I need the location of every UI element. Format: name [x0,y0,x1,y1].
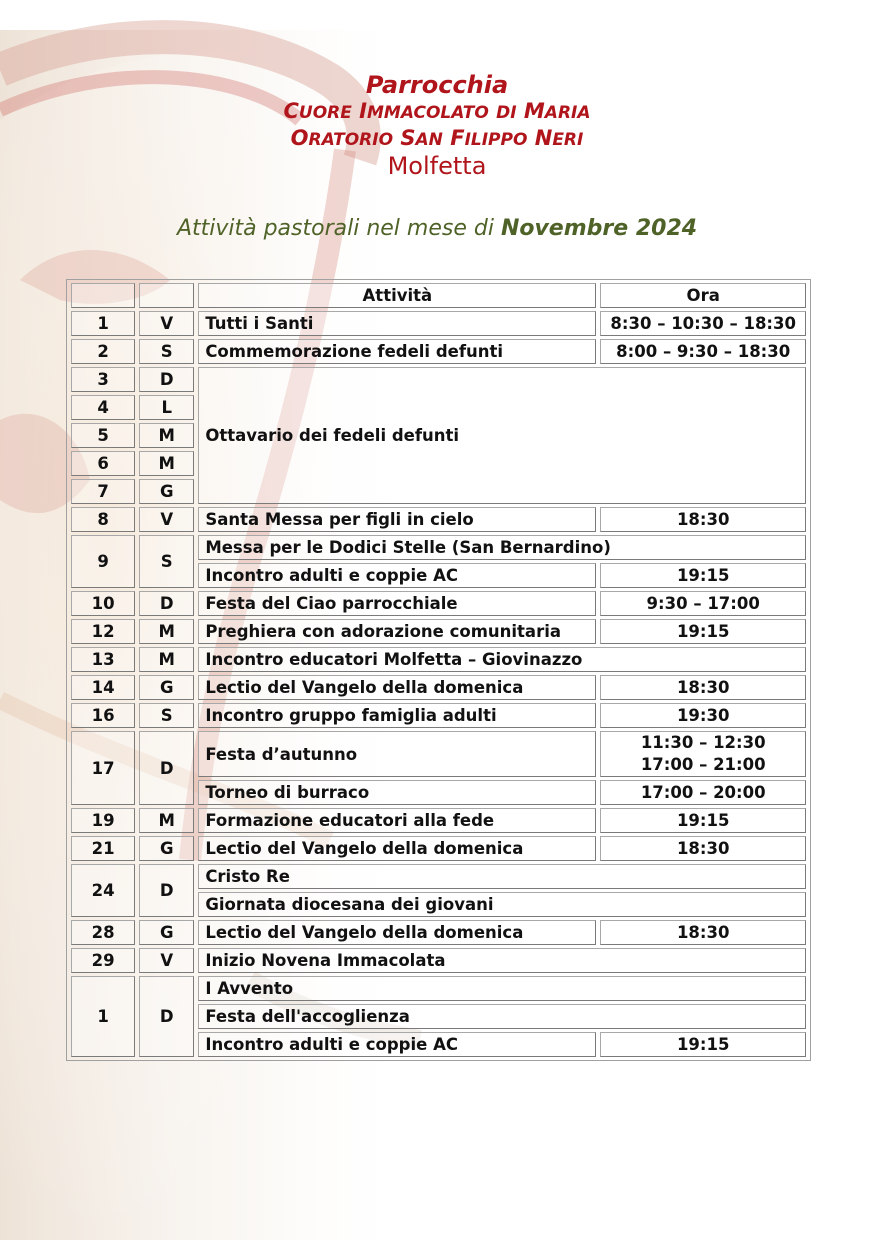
header-time: Ora [600,283,806,308]
activity-cell: Festa dell'accoglienza [198,1004,806,1029]
table-row [71,836,806,861]
day-of-week: V [139,311,194,336]
parish-name: CUORE IMMACOLATO DI MARIA [283,99,591,123]
time-cell: 18:30 [600,920,806,945]
day-number: 5 [71,423,135,448]
subtitle-month: Novembre 2024 [500,216,698,241]
activity-cell: Formazione educatori alla fede [198,808,596,833]
table-row [71,731,806,777]
activity-cell: Lectio del Vangelo della domenica [198,920,596,945]
table-row [71,367,806,392]
day-of-week: G [139,836,194,861]
day-of-week: D [139,591,194,616]
day-of-week: S [139,535,194,588]
time-cell: 8:00 – 9:30 – 18:30 [600,339,806,364]
day-of-week: L [139,395,194,420]
subtitle-prefix: Attività pastorali nel mese di [176,216,501,241]
activity-cell: Festa del Ciao parrocchiale [198,591,596,616]
day-number: 21 [71,836,135,861]
table-row [71,311,806,336]
day-of-week: D [139,731,194,805]
table-row [71,864,806,889]
activity-cell: Lectio del Vangelo della domenica [198,675,596,700]
time-cell: 18:30 [600,836,806,861]
time-cell: 19:15 [600,1032,806,1057]
day-of-week: D [139,976,194,1057]
time-cell: 19:15 [600,808,806,833]
time-cell: 19:15 [600,619,806,644]
day-of-week: V [139,507,194,532]
parish-header [0,72,874,179]
day-of-week: M [139,808,194,833]
day-number: 10 [71,591,135,616]
day-of-week: M [139,451,194,476]
day-of-week: D [139,864,194,917]
header-activity: Attività [198,283,596,308]
day-number: 14 [71,675,135,700]
time-line: 17:00 – 21:00 [640,755,766,774]
parish-label: Parrocchia [365,71,509,99]
table-row [71,808,806,833]
day-number: 6 [71,451,135,476]
day-of-week: M [139,647,194,672]
day-number: 2 [71,339,135,364]
town-name: Molfetta [387,152,487,180]
day-number: 9 [71,535,135,588]
day-number: 28 [71,920,135,945]
activity-cell: Giornata diocesana dei giovani [198,892,806,917]
activity-cell: Cristo Re [198,864,806,889]
time-cell: 19:30 [600,703,806,728]
page-subtitle [0,216,874,241]
table-row [71,591,806,616]
day-of-week: D [139,367,194,392]
day-of-week: G [139,675,194,700]
activity-cell: Messa per le Dodici Stelle (San Bernardino) [198,535,806,560]
day-number: 1 [71,976,135,1057]
activity-cell: Commemorazione fedeli defunti [198,339,596,364]
activity-cell: Preghiera con adorazione comunitaria [198,619,596,644]
day-number: 3 [71,367,135,392]
header-day-cell [71,283,135,308]
table-row [71,535,806,560]
time-cell [600,731,806,777]
day-of-week: S [139,339,194,364]
activity-cell: Festa d’autunno [198,731,596,777]
table-header-row [71,283,806,308]
time-cell: 18:30 [600,507,806,532]
oratory-name: ORATORIO SAN FILIPPO NERI [290,126,584,150]
table-row [71,703,806,728]
time-cell: 8:30 – 10:30 – 18:30 [600,311,806,336]
activity-cell: Torneo di burraco [198,780,596,805]
activity-cell: I Avvento [198,976,806,1001]
day-of-week: G [139,479,194,504]
day-number: 29 [71,948,135,973]
table-row [71,675,806,700]
day-number: 13 [71,647,135,672]
table-row [71,507,806,532]
activity-cell: Inizio Novena Immacolata [198,948,806,973]
table-row [71,619,806,644]
day-number: 4 [71,395,135,420]
table-row [71,339,806,364]
activity-schedule-table [66,279,811,1061]
table-row [71,976,806,1001]
activity-cell: Lectio del Vangelo della domenica [198,836,596,861]
activity-cell: Ottavario dei fedeli defunti [198,367,806,504]
table-row [71,647,806,672]
activity-cell: Incontro adulti e coppie AC [198,1032,596,1057]
activity-cell: Incontro educatori Molfetta – Giovinazzo [198,647,806,672]
day-number: 1 [71,311,135,336]
day-number: 8 [71,507,135,532]
time-cell: 18:30 [600,675,806,700]
day-number: 7 [71,479,135,504]
day-of-week: S [139,703,194,728]
activity-cell: Incontro gruppo famiglia adulti [198,703,596,728]
table-row [71,948,806,973]
day-of-week: M [139,619,194,644]
day-number: 17 [71,731,135,805]
activity-cell: Incontro adulti e coppie AC [198,563,596,588]
activity-cell: Santa Messa per figli in cielo [198,507,596,532]
time-cell: 19:15 [600,563,806,588]
day-number: 12 [71,619,135,644]
day-of-week: G [139,920,194,945]
time-line: 11:30 – 12:30 [640,733,766,752]
time-cell: 9:30 – 17:00 [600,591,806,616]
time-cell: 17:00 – 20:00 [600,780,806,805]
day-number: 16 [71,703,135,728]
day-number: 19 [71,808,135,833]
activity-cell: Tutti i Santi [198,311,596,336]
table-row [71,920,806,945]
day-of-week: M [139,423,194,448]
header-dow-cell [139,283,194,308]
day-of-week: V [139,948,194,973]
day-number: 24 [71,864,135,917]
